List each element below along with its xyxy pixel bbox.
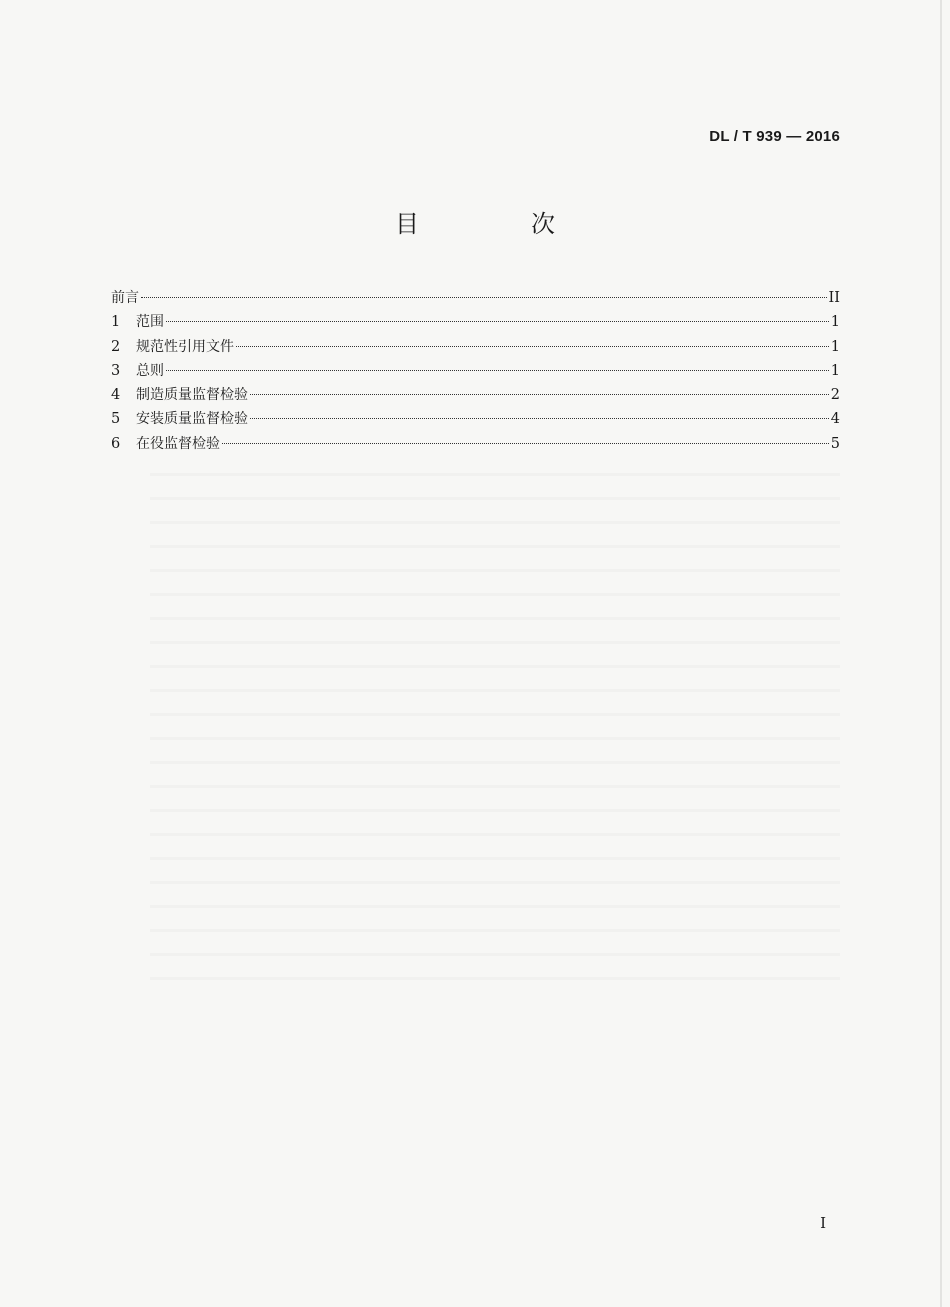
toc-entry-label: 总则 [136,362,164,379]
table-of-contents [111,286,840,456]
toc-entry-page: II [828,290,840,306]
toc-entry-page: 2 [830,387,840,404]
toc-entry-number: 4 [111,387,121,404]
toc-entry-foreword[interactable] [111,286,840,310]
toc-entry-page: 1 [830,314,840,331]
toc-entry-label: 规范性引用文件 [136,338,234,355]
toc-entry-label: 范围 [136,314,164,331]
toc-entry-label: 前言 [111,290,139,306]
toc-leader-dots [222,443,829,444]
toc-leader-dots [236,346,829,347]
toc-entry-page: 1 [830,362,840,379]
toc-leader-dots [166,370,829,371]
toc-leader-dots [166,321,829,322]
toc-entry-number: 5 [111,411,121,428]
toc-entry-in-service-inspection[interactable] [111,432,840,456]
toc-entry-number: 6 [111,435,121,452]
toc-entry-normative-references[interactable] [111,335,840,359]
page-number: I [820,1214,826,1232]
toc-entry-page: 1 [830,338,840,355]
standard-code: DL / T 939 — 2016 [709,128,840,145]
toc-entry-installation-inspection[interactable] [111,407,840,431]
toc-entry-general-rules[interactable] [111,359,840,383]
toc-entry-number: 1 [111,314,121,331]
toc-entry-page: 4 [830,411,840,428]
toc-leader-dots [141,297,827,298]
scan-edge-shadow [940,0,942,1307]
toc-leader-dots [250,394,829,395]
toc-entry-number: 2 [111,338,121,355]
scan-bleed-through [150,455,840,985]
toc-entry-label: 安装质量监督检验 [136,411,248,428]
toc-entry-page: 5 [830,435,840,452]
toc-title: 目 次 [395,210,599,238]
toc-entry-number: 3 [111,362,121,379]
toc-entry-label: 制造质量监督检验 [136,387,248,404]
toc-entry-manufacturing-inspection[interactable] [111,383,840,407]
toc-entry-label: 在役监督检验 [136,435,220,452]
toc-entry-scope[interactable] [111,310,840,334]
toc-leader-dots [250,418,829,419]
